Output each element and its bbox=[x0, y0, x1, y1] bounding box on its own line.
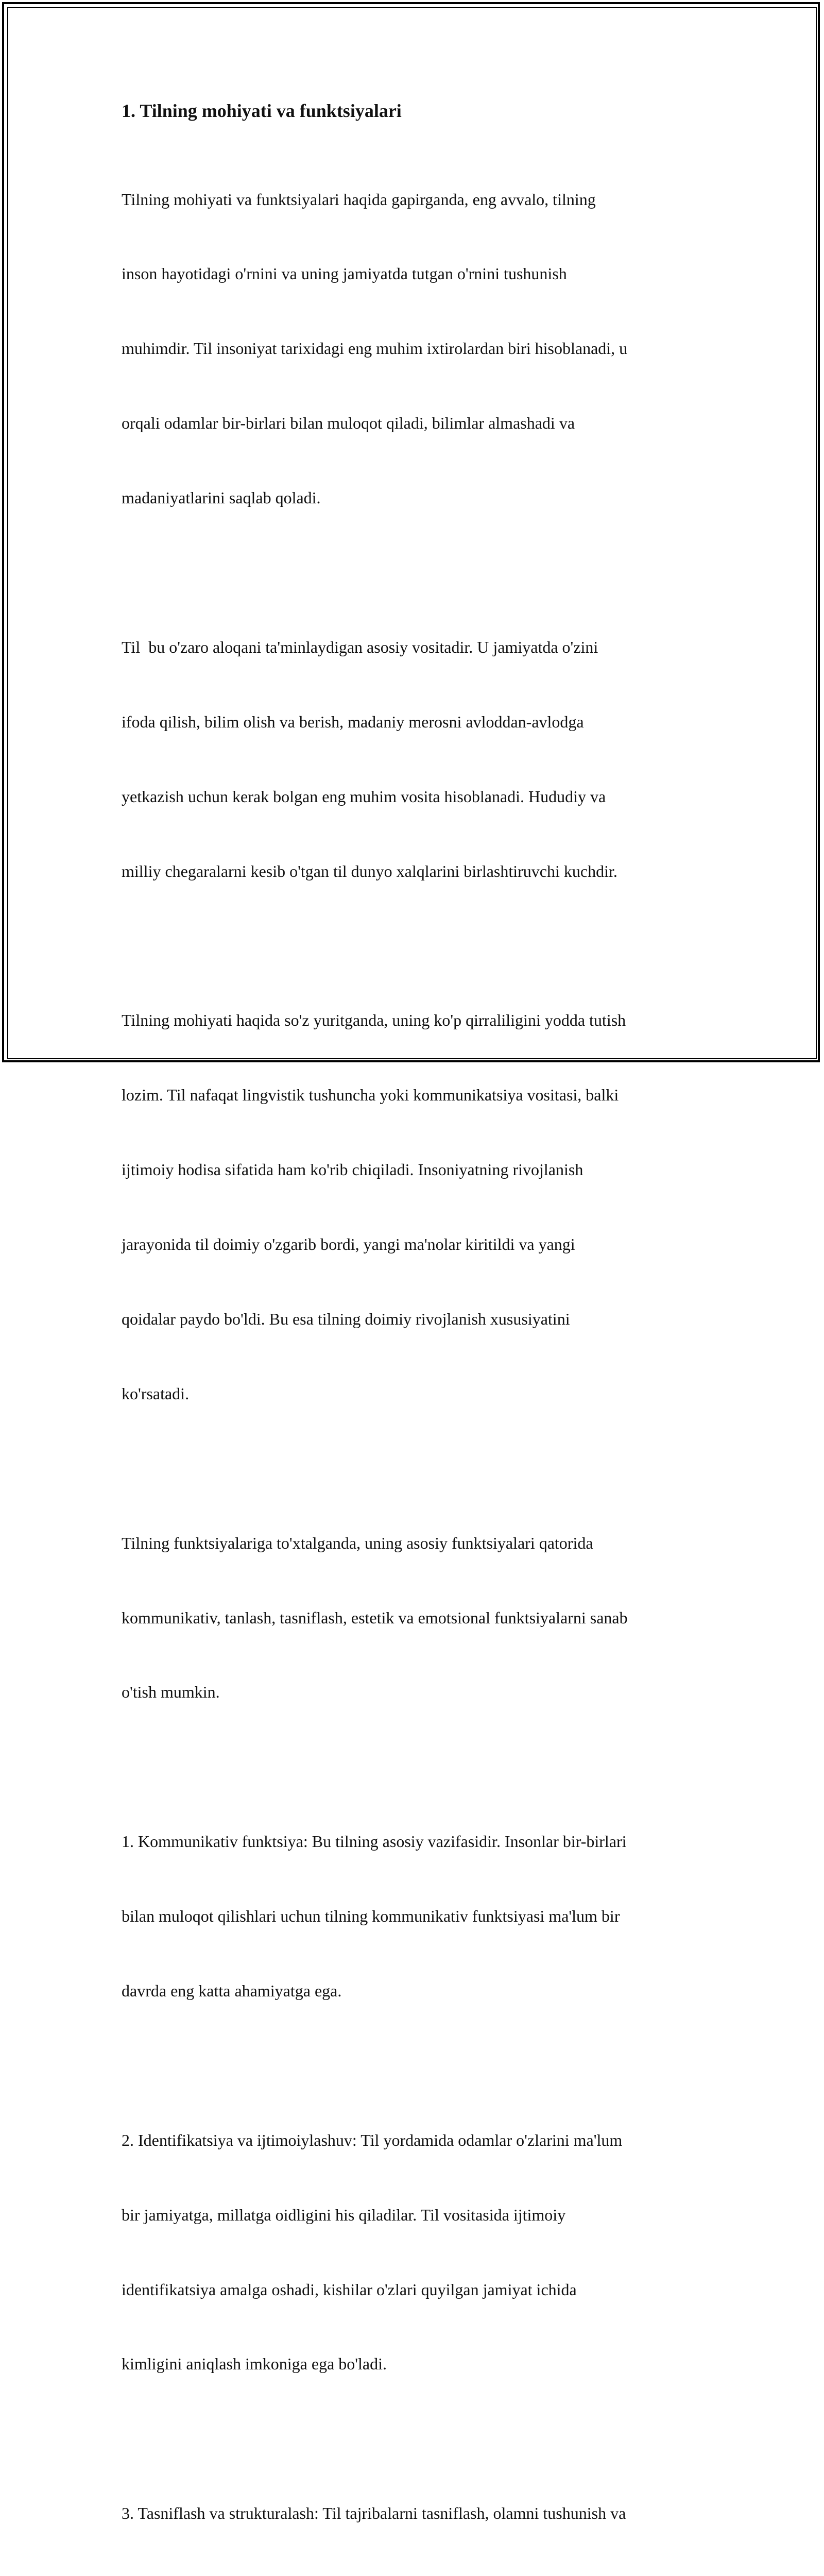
text-line: ijtimoiy hodisa sifatida ham ko'rib chiqiladi. Insoniyatning rivojlanish bbox=[122, 1160, 583, 1179]
text-line: 2. Identifikatsiya va ijtimoiylashuv: Til yordamida odamlar o'zlarini ma'lum bbox=[122, 2130, 623, 2149]
text-line: lozim. Til nafaqat lingvistik tushuncha yoki kommunikatsiya vositasi, balki bbox=[122, 1086, 619, 1105]
text-line: kommunikativ, tanlash, tasniflash, estetik va emotsional funktsiyalarni sanab bbox=[122, 1608, 628, 1627]
paragraph-1 bbox=[122, 137, 714, 560]
text-line: ko'rsatadi. bbox=[122, 1384, 190, 1403]
text-line: madaniyatlarini saqlab qoladi. bbox=[122, 488, 321, 507]
document-body bbox=[122, 96, 714, 2576]
text-line: kimligini aniqlash imkoniga ega bo'ladi. bbox=[122, 2354, 387, 2374]
text-line: identifikatsiya amalga oshadi, kishilar o'zlari quyilgan jamiyat ichida bbox=[122, 2280, 577, 2299]
paragraph-3 bbox=[122, 958, 714, 1456]
text-line: davrda eng katta ahamiyatga ega. bbox=[122, 1981, 342, 2000]
text-line: Tilning mohiyati haqida so'z yuritganda, uning ko'p qirraliligini yodda tutish bbox=[122, 1011, 626, 1030]
text-line: ifoda qilish, bilim olish va berish, madaniy merosni avloddan-avlodga bbox=[122, 712, 584, 731]
paragraph-2 bbox=[122, 585, 714, 933]
text-line: Tilning mohiyati va funktsiyalari haqida gapirganda, eng avvalo, tilning bbox=[122, 190, 596, 209]
text-line: jarayonida til doimiy o'zgarib bordi, yangi ma'nolar kiritildi va yangi bbox=[122, 1235, 575, 1254]
text-line: yetkazish uchun kerak bolgan eng muhim vosita hisoblanadi. Hududiy va bbox=[122, 787, 606, 806]
paragraph-4 bbox=[122, 1481, 714, 1754]
text-line: o'tish mumkin. bbox=[122, 1683, 220, 1702]
text-line: Til bu o'zaro aloqani ta'minlaydigan asosiy vositadir. U jamiyatda o'zini bbox=[122, 637, 598, 656]
text-line: bilan muloqot qilishlari uchun tilning kommunikativ funktsiyasi ma'lum bir bbox=[122, 1907, 620, 1926]
text-line: 3. Tasniflash va strukturalash: Til tajribalarni tasniflash, olamni tushunish va bbox=[122, 2504, 626, 2523]
text-line: inson hayotidagi o'rnini va uning jamiyatda tutgan o'rnini tushunish bbox=[122, 264, 567, 283]
text-line: bir jamiyatga, millatga oidligini his qiladilar. Til vositasida ijtimoiy bbox=[122, 2205, 566, 2224]
paragraph-7 bbox=[122, 2451, 714, 2576]
paragraph-5 bbox=[122, 1780, 714, 2053]
text-line: muhimdir. Til insoniyat tarixidagi eng muhim ixtirolardan biri hisoblanadi, u bbox=[122, 339, 628, 358]
paragraph-6 bbox=[122, 2078, 714, 2426]
document-title: 1. Tilning mohiyati va funktsiyalari bbox=[122, 100, 402, 121]
text-line: qoidalar paydo bo'ldi. Bu esa tilning doimiy rivojlanish xususiyatini bbox=[122, 1309, 570, 1328]
text-line: milliy chegaralarni kesib o'tgan til dunyo xalqlarini birlashtiruvchi kuchdir. bbox=[122, 861, 617, 880]
text-line: Tilning funktsiyalariga to'xtalganda, uning asosiy funktsiyalari qatorida bbox=[122, 1533, 593, 1552]
text-line: 1. Kommunikativ funktsiya: Bu tilning asosiy vazifasidir. Insonlar bir-birlari bbox=[122, 1832, 627, 1851]
text-line: orqali odamlar bir-birlari bilan muloqot qiladi, bilimlar almashadi va bbox=[122, 414, 575, 433]
